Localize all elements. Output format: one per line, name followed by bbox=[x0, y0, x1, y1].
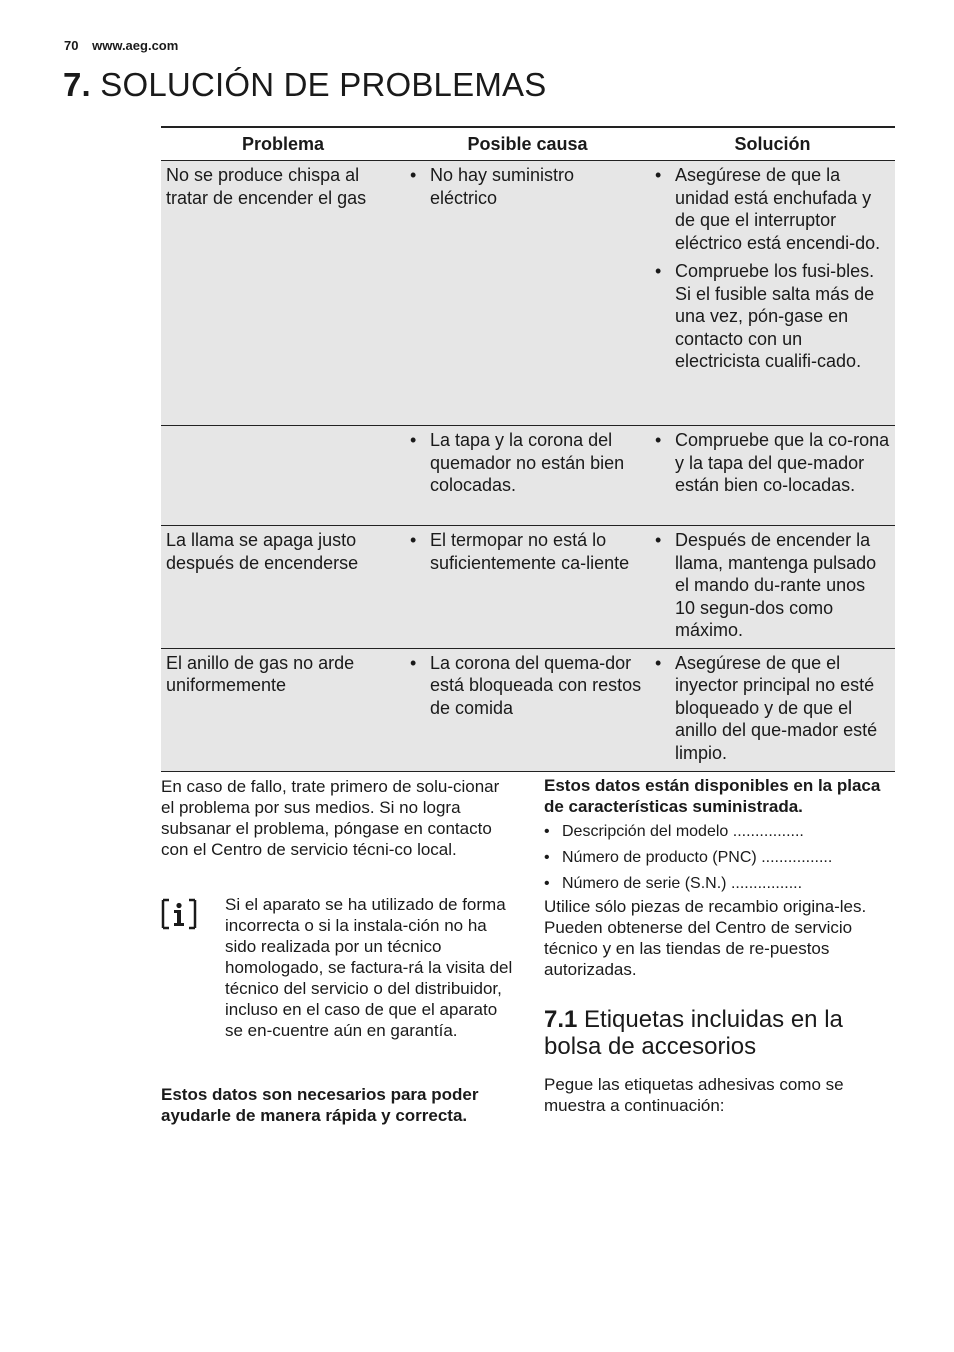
page-header bbox=[64, 38, 178, 53]
spare-parts-paragraph: Utilice sólo piezas de recambio origina-les. Pueden obtenerse del Centro de servicio técnico y en las tiendas de re-puestos autorizadas. bbox=[544, 897, 867, 979]
problem-cell: La llama se apaga justo después de encenderse bbox=[161, 526, 405, 649]
subsection-number: 7.1 bbox=[544, 1006, 578, 1033]
cause-cell bbox=[405, 648, 650, 771]
info-box bbox=[161, 894, 516, 1041]
list-item: • Número de producto (PNC) ................ bbox=[562, 845, 894, 871]
column-header-solution: Solución bbox=[650, 127, 895, 161]
website-link[interactable]: www.aeg.com bbox=[92, 38, 179, 53]
solution-item: • Asegúrese de que la unidad está enchufada y de que el interruptor eléctrico está encendi-do. bbox=[675, 164, 890, 254]
solution-cell bbox=[650, 648, 895, 771]
problem-cell: No se produce chispa al tratar de encender el gas bbox=[161, 161, 405, 426]
page-number: 70 bbox=[64, 38, 79, 53]
intro-paragraph: En caso de fallo, trate primero de solu-cionar el problema por sus medios. Si no logra subsanar el problema, póngase en contacto con el Centro de servicio técni-co local. bbox=[161, 777, 500, 859]
cause-cell bbox=[405, 426, 650, 526]
solution-item: • Asegúrese de que el inyector principal no esté bloqueado y de que el anillo del que-mador esté limpio. bbox=[675, 652, 890, 765]
column-header-problem: Problema bbox=[161, 127, 405, 161]
column-header-cause: Posible causa bbox=[405, 127, 650, 161]
table-row bbox=[161, 426, 895, 526]
info-icon bbox=[161, 898, 197, 930]
cause-item: • No hay suministro eléctrico bbox=[430, 164, 645, 209]
cause-cell bbox=[405, 526, 650, 649]
cause-item: • La tapa y la corona del quemador no están bien colocadas. bbox=[430, 429, 645, 497]
problem-cell bbox=[161, 426, 405, 526]
solution-item: • Compruebe los fusi-bles. Si el fusible salta más de una vez, pón-gase en contacto con un electricista cualifi-cado. bbox=[675, 260, 890, 373]
left-column bbox=[161, 776, 516, 860]
troubleshooting-table bbox=[161, 126, 895, 772]
table-header-row bbox=[161, 127, 895, 161]
cause-item: • El termopar no está lo suficientemente ca-liente bbox=[430, 529, 645, 574]
cause-cell bbox=[405, 161, 650, 426]
right-column bbox=[544, 775, 894, 1116]
cause-item: • La corona del quema-dor está bloqueada con restos de comida bbox=[430, 652, 645, 720]
subsection-heading bbox=[544, 1006, 894, 1060]
section-title-text: SOLUCIÓN DE PROBLEMAS bbox=[100, 66, 547, 103]
data-plate-intro: Estos datos están disponibles en la placa de características suministrada. bbox=[544, 776, 881, 816]
labels-paragraph: Pegue las etiquetas adhesivas como se muestra a continuación: bbox=[544, 1075, 844, 1115]
subsection-title: Etiquetas incluidas en la bolsa de accesorios bbox=[544, 1006, 843, 1060]
section-title bbox=[63, 66, 546, 104]
list-item: • Número de serie (S.N.) ................ bbox=[562, 871, 894, 897]
table-row bbox=[161, 648, 895, 771]
solution-item: • Compruebe que la co-rona y la tapa del que-mador están bien co-locadas. bbox=[675, 429, 890, 497]
table-row bbox=[161, 161, 895, 426]
info-text: Si el aparato se ha utilizado de forma incorrecta o si la instala-ción no ha sido realizada por un técnico homologado, se factura-rá la visita del técnico del servicio o del distribuidor, incluso en el caso de que el aparato se en-cuentre aún en garantía. bbox=[225, 895, 513, 1040]
solution-cell bbox=[650, 426, 895, 526]
list-item: • Descripción del modelo ................ bbox=[562, 819, 894, 845]
solution-cell bbox=[650, 526, 895, 649]
solution-cell bbox=[650, 161, 895, 426]
problem-cell: El anillo de gas no arde uniformemente bbox=[161, 648, 405, 771]
section-number: 7. bbox=[63, 66, 91, 103]
product-fields-list bbox=[544, 819, 894, 897]
table-row bbox=[161, 526, 895, 649]
bold-note: Estos datos son necesarios para poder ayudarle de manera rápida y correcta. bbox=[161, 1085, 479, 1125]
solution-item: • Después de encender la llama, mantenga pulsado el mando du-rante unos 10 segun-dos como máximo. bbox=[675, 529, 890, 642]
